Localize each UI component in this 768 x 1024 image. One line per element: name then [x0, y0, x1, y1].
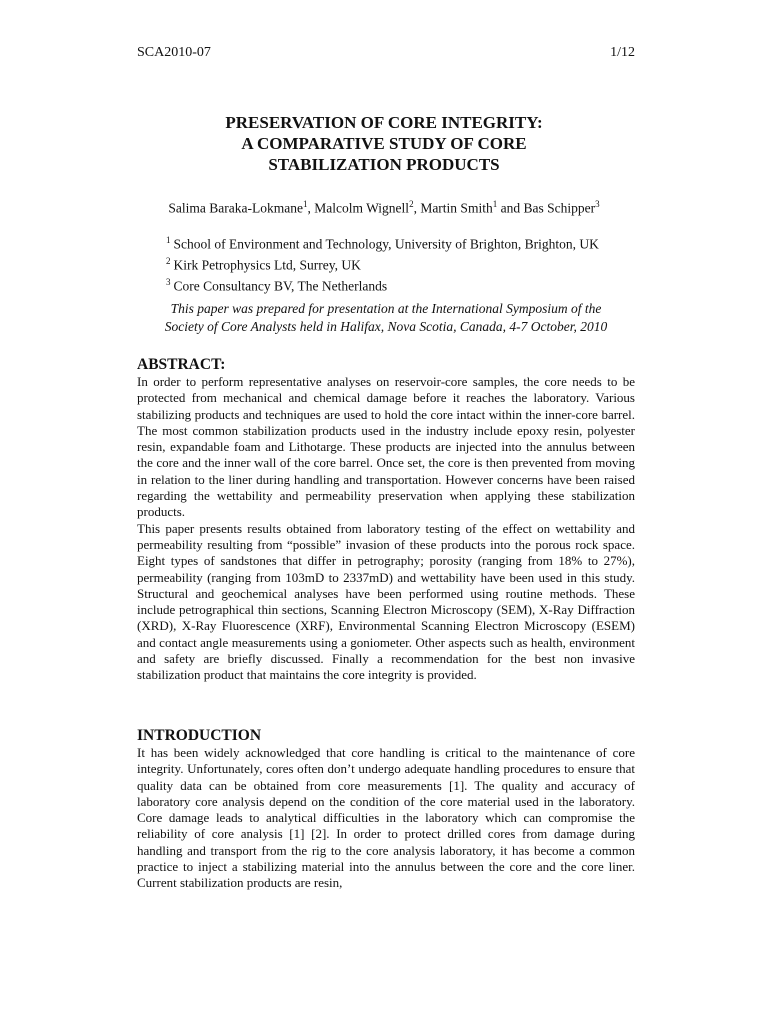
abstract-section	[137, 356, 635, 684]
paper-id: SCA2010-07	[137, 45, 211, 60]
affiliation-number: 2	[166, 256, 171, 266]
affiliation-item	[166, 253, 599, 274]
author-list	[100, 199, 668, 217]
affiliation-text: Core Consultancy BV, The Netherlands	[173, 278, 388, 294]
symposium-note	[137, 300, 635, 336]
abstract-paragraph-1: In order to perform representative analyses on reservoir-core samples, the core needs to be protected from mechanical and chemical damage before it reaches the laboratory. Various stabilizing products and techniques are used to hold the core intact within the inner-core barrel. The most common stabilization products used in the industry include epoxy resin, polyester resin, expandable foam and Lithotarge. These products are injected into the annulus between the core and the inner wall of the core barrel. Once set, the core is then prevented from moving in relation to the liner during handling and transportation. However concerns have been raised regarding the wettability and permeability preservation when applying these stabilization products.	[137, 374, 635, 520]
author-name: Salima Baraka-Lokmane	[168, 200, 303, 216]
note-line-1: This paper was prepared for presentation at the International Symposium of the	[170, 301, 602, 316]
title-line-1: PRESERVATION OF CORE INTEGRITY:	[225, 113, 543, 132]
author-separator: ,	[413, 200, 421, 216]
author-affiliation-mark: 3	[595, 199, 600, 209]
author-affiliation-mark: 1	[302, 199, 308, 209]
affiliation-number: 3	[166, 277, 171, 287]
title-line-2: A COMPARATIVE STUDY OF CORE	[241, 134, 527, 153]
affiliation-list	[166, 232, 599, 295]
author-affiliation-mark: 2	[409, 199, 414, 209]
introduction-paragraph-1: It has been widely acknowledged that core handling is critical to the maintenance of core integrity. Unfortunately, cores often don’t undergo adequate handling procedures to ensure that quality data can be obtained from core measurements [1]. The quality and accuracy of laboratory core analysis depend on the condition of the core material used in the laboratory. Core damage leads to analytical difficulties in the laboratory which can compromise the reliability of core analysis [1] [2]. In order to protect drilled cores from damage during handling and transport from the rig to the core analysis laboratory, it has become a common practice to inject a stabilizing material into the annulus between the core and the core liner. Current stabilization products are resin,	[137, 745, 635, 891]
author-name: Malcolm Wignell	[314, 200, 410, 216]
author-separator: ,	[307, 200, 315, 216]
note-line-2: Society of Core Analysts held in Halifax, Nova Scotia, Canada, 4-7 October, 2010	[164, 319, 608, 334]
author-separator: and	[497, 200, 524, 216]
title-line-3: STABILIZATION PRODUCTS	[268, 155, 500, 174]
author-affiliation-mark: 1	[492, 199, 498, 209]
abstract-heading: ABSTRACT:	[137, 356, 226, 373]
abstract-paragraph-2: This paper presents results obtained from laboratory testing of the effect on wettability and permeability resulting from “possible” invasion of these products into the porous rock space. Eight types of sandstones that differ in petrography; porosity (ranging from 18% to 27%), permeability (ranging from 103mD to 2337mD) and wettability have been used in this study. Structural and geochemical analyses have been performed using routine methods. These include petrographical thin sections, Scanning Electron Microscopy (SEM), X-Ray Diffraction (XRD), X-Ray Fluorescence (XRF), Environmental Scanning Electron Microscopy (ESEM) and contact angle measurements using a goniometer. Other aspects such as health, environment and safety are briefly discussed. Finally a recommendation for the best non invasive stabilization product that maintains the core integrity is provided.	[137, 520, 635, 683]
affiliation-text: School of Environment and Technology, University of Brighton, Brighton, UK	[173, 236, 599, 252]
author-name: Bas Schipper	[523, 200, 596, 216]
affiliation-text: Kirk Petrophysics Ltd, Surrey, UK	[173, 257, 361, 273]
affiliation-item	[166, 232, 599, 253]
running-header	[137, 45, 635, 63]
paper-title	[130, 112, 638, 175]
introduction-heading: INTRODUCTION	[137, 727, 262, 744]
affiliation-item	[166, 274, 599, 295]
introduction-section	[137, 727, 635, 892]
affiliation-number: 1	[166, 235, 171, 245]
page-number: 1/12	[610, 45, 635, 60]
author-name: Martin Smith	[420, 200, 493, 216]
